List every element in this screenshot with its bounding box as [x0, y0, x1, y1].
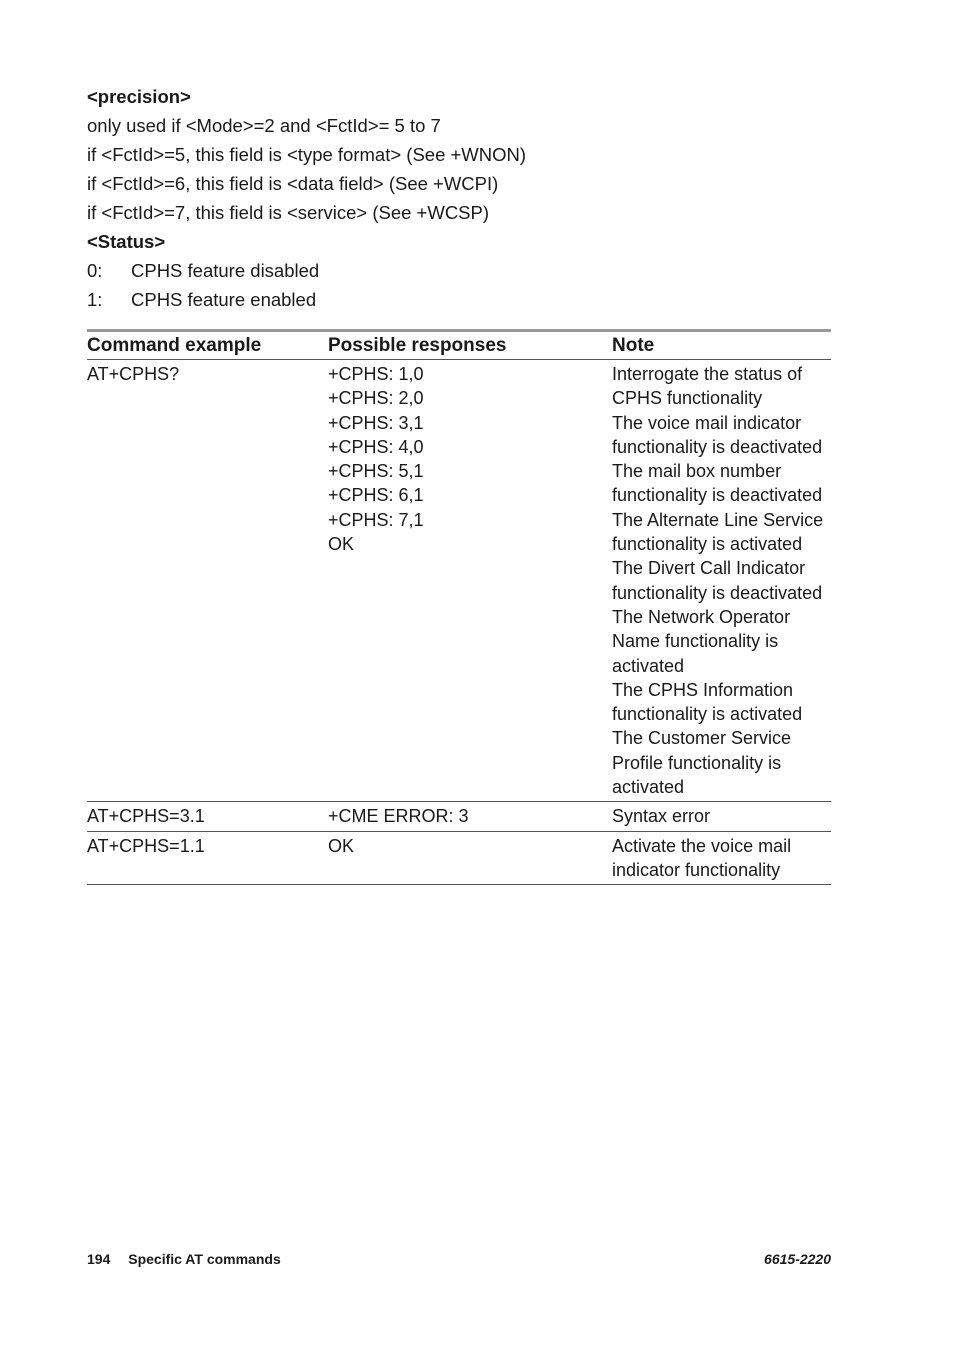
- note-line: The voice mail indicator: [612, 412, 802, 433]
- note-line: functionality is deactivated: [612, 436, 823, 457]
- status-code: 0:: [87, 260, 103, 281]
- page-footer: [87, 1251, 831, 1267]
- status-code: 1:: [87, 289, 103, 310]
- responses-cell: [328, 360, 612, 802]
- command-cell: AT+CPHS=1.1: [87, 831, 328, 885]
- table-row: [87, 802, 831, 831]
- note-line: The CPHS Information: [612, 679, 794, 700]
- response-line: +CME ERROR: 3: [328, 806, 469, 827]
- header-possible-responses: Possible responses: [328, 331, 612, 360]
- table-row: [87, 831, 831, 885]
- precision-line: if <FctId>=5, this field is <type format> (See +WNON): [87, 144, 527, 165]
- note-line: The Divert Call Indicator: [612, 558, 806, 579]
- status-text: CPHS feature disabled: [131, 260, 320, 281]
- response-line: +CPHS: 1,0: [328, 364, 424, 384]
- response-line: +CPHS: 4,0: [328, 436, 424, 457]
- table-row: [87, 360, 831, 802]
- table-header-row: [87, 331, 831, 360]
- responses-cell: [328, 802, 612, 831]
- note-line: Name functionality is: [612, 631, 779, 652]
- response-line: +CPHS: 2,0: [328, 388, 424, 409]
- precision-line: only used if <Mode>=2 and <FctId>= 5 to 7: [87, 115, 441, 136]
- response-line: +CPHS: 7,1: [328, 509, 424, 530]
- response-line: +CPHS: 6,1: [328, 485, 424, 506]
- note-line: functionality is deactivated: [612, 485, 823, 506]
- note-line: Syntax error: [612, 806, 711, 827]
- status-item: [87, 256, 831, 285]
- note-line: activated: [612, 777, 685, 798]
- note-cell: [612, 360, 831, 802]
- document-body: [87, 82, 831, 314]
- table-body: [87, 360, 831, 885]
- response-line: +CPHS: 5,1: [328, 461, 424, 482]
- header-note: Note: [612, 331, 831, 360]
- note-line: The Network Operator: [612, 606, 791, 627]
- status-text: CPHS feature enabled: [131, 289, 317, 310]
- note-line: functionality is deactivated: [612, 582, 823, 603]
- note-line: functionality is activated: [612, 534, 803, 555]
- document-number: 6615-2220: [764, 1251, 831, 1267]
- note-line: Interrogate the status of: [612, 364, 803, 384]
- response-line: OK: [328, 835, 355, 856]
- response-line: +CPHS: 3,1: [328, 412, 424, 433]
- note-line: The Alternate Line Service: [612, 509, 824, 530]
- section-title: Specific AT commands: [128, 1251, 281, 1267]
- note-line: The mail box number: [612, 461, 782, 482]
- header-command-example: Command example: [87, 331, 328, 360]
- page-number: 194: [87, 1251, 111, 1267]
- note-cell: [612, 831, 831, 885]
- note-cell: [612, 802, 831, 831]
- note-line: activated: [612, 655, 685, 676]
- status-item: [87, 285, 831, 314]
- note-line: indicator functionality: [612, 859, 781, 880]
- precision-line: if <FctId>=6, this field is <data field> (See +WCPI): [87, 173, 499, 194]
- note-line: The Customer Service: [612, 728, 792, 749]
- note-line: functionality is activated: [612, 704, 803, 725]
- command-cell: AT+CPHS=3.1: [87, 802, 328, 831]
- responses-cell: [328, 831, 612, 885]
- precision-heading: <precision>: [87, 86, 191, 107]
- command-table: [87, 329, 831, 885]
- command-cell: AT+CPHS?: [87, 360, 328, 802]
- note-line: CPHS functionality: [612, 388, 763, 409]
- precision-line: if <FctId>=7, this field is <service> (See +WCSP): [87, 202, 490, 223]
- note-line: Profile functionality is: [612, 752, 782, 773]
- status-heading: <Status>: [87, 231, 166, 252]
- note-line: Activate the voice mail: [612, 835, 792, 856]
- response-line: OK: [328, 534, 355, 555]
